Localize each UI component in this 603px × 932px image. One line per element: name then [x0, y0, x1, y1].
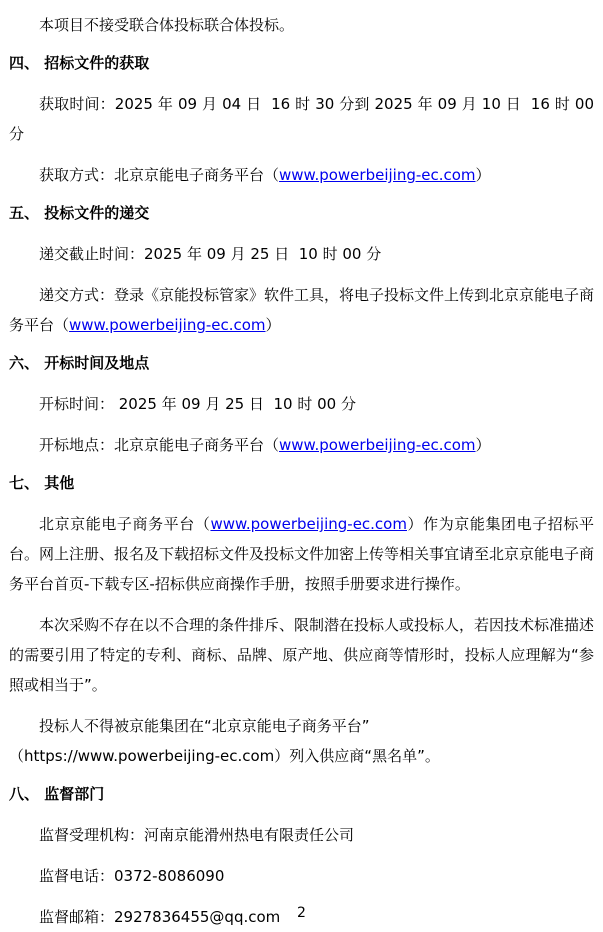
section-heading-bid-opening: 六、 开标时间及地点: [9, 354, 150, 372]
opening-time-line: 开标时间： 2025 年 09 月 25 日 10 时 00 分: [39, 395, 356, 413]
opening-place-suffix: ）: [475, 436, 491, 454]
blacklist-paragraph: [9, 711, 594, 771]
platform-link[interactable]: www.powerbeijing-ec.com: [279, 436, 476, 454]
blacklist-line2: （https://www.powerbeijing-ec.com）列入供应商“黑名单”。: [9, 747, 440, 765]
submission-method-line: [9, 280, 594, 340]
platform-intro-suffix: ）作为京能集团电子招标平台。网上注册、报名及下载招标文件及投标文件加密上传等相关事宜请至北京京能电子商务平台首页-下载专区-招标供应商操作手册，按照手册要求进行操作。: [9, 515, 595, 593]
supervision-agency-line: 监督受理机构：河南京能滑州热电有限责任公司: [39, 826, 355, 844]
section-heading-obtain-documents: 四、 招标文件的获取: [9, 54, 150, 72]
submission-method-prefix: 递交方式：登录《京能投标管家》软件工具，将电子投标文件上传到北京京能电子商务平台（: [9, 286, 595, 334]
platform-link[interactable]: www.powerbeijing-ec.com: [69, 316, 266, 334]
obtain-time-line: 获取时间：2025 年 09 月 04 日 16 时 30 分到 2025 年 09 月 10 日 16 时 00 分: [9, 95, 599, 143]
submission-method-suffix: ）: [265, 316, 281, 334]
obtain-method-line: [9, 160, 594, 190]
consortium-bid-note: 本项目不接受联合体投标联合体投标。: [39, 16, 295, 34]
supervision-email-line: 监督邮箱：2927836455@qq.com: [39, 908, 281, 926]
platform-link[interactable]: www.powerbeijing-ec.com: [279, 166, 476, 184]
platform-intro-paragraph: [9, 509, 594, 599]
opening-place-line: [9, 430, 594, 460]
section-heading-others: 七、 其他: [9, 474, 75, 492]
fairness-paragraph: 本次采购不存在以不合理的条件排斥、限制潜在投标人或投标人，若因技术标准描述的需要引用了特定的专利、商标、品牌、原产地、供应商等情形时，投标人应理解为“参照或相当于”。: [9, 616, 595, 694]
supervision-phone-line: 监督电话：0372-8086090: [39, 867, 225, 885]
section-heading-supervision: 八、 监督部门: [9, 785, 105, 803]
platform-link[interactable]: www.powerbeijing-ec.com: [210, 515, 407, 533]
blacklist-line1: 投标人不得被京能集团在“北京京能电子商务平台”: [39, 717, 370, 735]
submission-deadline-line: 递交截止时间：2025 年 09 月 25 日 10 时 00 分: [39, 245, 382, 263]
platform-intro-prefix: 北京京能电子商务平台（: [39, 515, 211, 533]
obtain-method-prefix: 获取方式：北京京能电子商务平台（: [39, 166, 280, 184]
page-number: 2: [297, 905, 306, 921]
section-heading-bid-submission: 五、 投标文件的递交: [9, 204, 150, 222]
opening-place-prefix: 开标地点：北京京能电子商务平台（: [39, 436, 280, 454]
obtain-method-suffix: ）: [475, 166, 491, 184]
